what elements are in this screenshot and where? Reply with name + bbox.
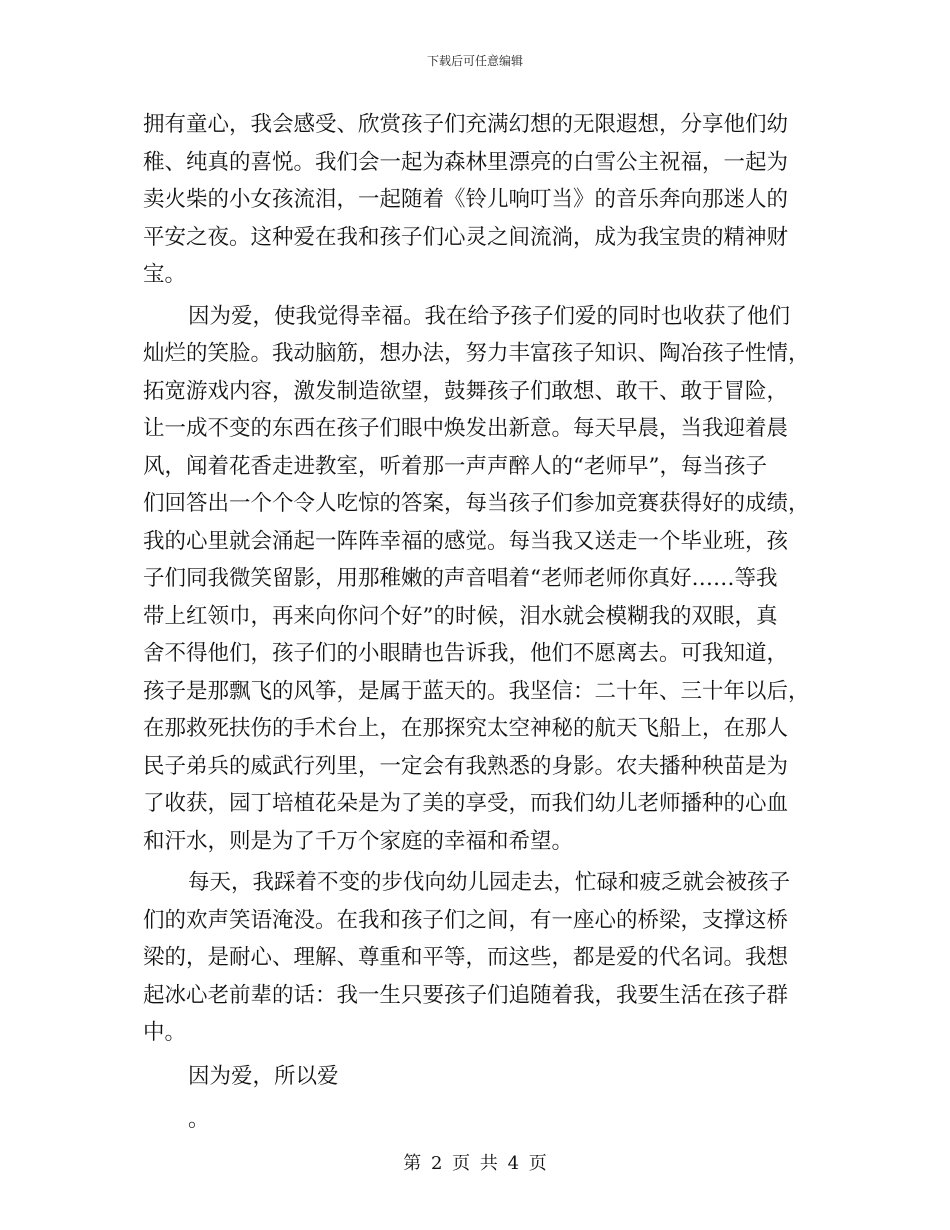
text-line: 因为爱，所以爱 [188, 1063, 339, 1089]
paragraph [143, 106, 813, 294]
text-line: 拥有童心，我会感受、欣赏孩子们充满幻想的无限遐想，分享他们幼 [143, 112, 789, 137]
text-line: 孩子是那飘飞的风筝，是属于蓝天的。我坚信：二十年、三十年以后， [143, 678, 810, 704]
text-line: 了收获，园丁培植花朵是为了美的享受，而我们幼儿老师播种的心血 [143, 791, 789, 816]
text-line: 带上红领巾，再来向你问个好”的时候，泪水就会模糊我的双眼，真 [143, 603, 778, 629]
paragraph [143, 1058, 813, 1096]
text-line: 灿烂的笑脸。我动脑筋，想办法，努力丰富孩子知识、陶冶孩子性情， [143, 341, 810, 366]
paragraph [143, 298, 813, 861]
text-line: 们的欢声笑语淹没。在我和孩子们之间，有一座心的桥梁，支撑这桥 [143, 907, 789, 933]
text-line: 卖火柴的小女孩流泪，一起随着《铃儿响叮当》的音乐奔向那迷人的 [143, 187, 789, 212]
text-line: 我的心里就会涌起一阵阵幸福的感觉。每当我又送走一个毕业班，孩 [143, 528, 789, 554]
text-line: 宝。 [143, 262, 187, 287]
text-line: 稚、纯真的喜悦。我们会一起为森林里漂亮的白雪公主祝福，一起为 [143, 149, 789, 175]
text-line: 们回答出一个个令人吃惊的答案，每当孩子们参加竞赛获得好的成绩， [143, 491, 810, 516]
paragraph [143, 864, 813, 1052]
text-line: 在那救死扶伤的手术台上，在那探究太空神秘的航天飞船上，在那人 [143, 716, 789, 741]
text-line: 舍不得他们，孩子们的小眼睛也告诉我，他们不愿离去。可我知道， [143, 641, 789, 666]
text-line: 子们同我微笑留影，用那稚嫩的声音唱着“老师老师你真好……等我 [143, 566, 778, 591]
text-line: 让一成不变的东西在孩子们眼中焕发出新意。每天早晨，当我迎着晨 [143, 416, 789, 441]
text-line: 中。 [143, 1020, 187, 1045]
page-footer: 第 2 页 共 4 页 [403, 1153, 547, 1174]
page-header: 下载后可任意编辑 [426, 54, 523, 68]
text-line: 平安之夜。这种爱在我和孩子们心灵之间流淌，成为我宝贵的精神财 [143, 224, 789, 250]
text-line: 民子弟兵的威武行列里，一定会有我熟悉的身影。农夫播种秧苗是为 [143, 753, 789, 779]
text-line: 风，闻着花香走进教室，听着那一声声醉人的“老师早”，每当孩子 [143, 453, 767, 479]
text-line: 起冰心老前辈的话：我一生只要孩子们追随着我，我要生活在孩子群 [143, 982, 789, 1008]
text-line: 梁的，是耐心、理解、尊重和平等，而这些，都是爱的代名词。我想 [143, 945, 789, 970]
text-line: 因为爱，使我觉得幸福。我在给予孩子们爱的同时也收获了他们 [188, 303, 791, 329]
document-body [143, 106, 813, 1139]
text-line: 拓宽游戏内容，激发制造欲望，鼓舞孩子们敢想、敢干、敢于冒险， [143, 378, 789, 404]
paragraph [143, 1101, 813, 1139]
text-line: 每天，我踩着不变的步伐向幼儿园走去，忙碌和疲乏就会被孩子 [188, 870, 791, 895]
text-line: 和汗水，则是为了千万个家庭的幸福和希望。 [143, 828, 574, 854]
text-line: 。 [188, 1107, 210, 1132]
